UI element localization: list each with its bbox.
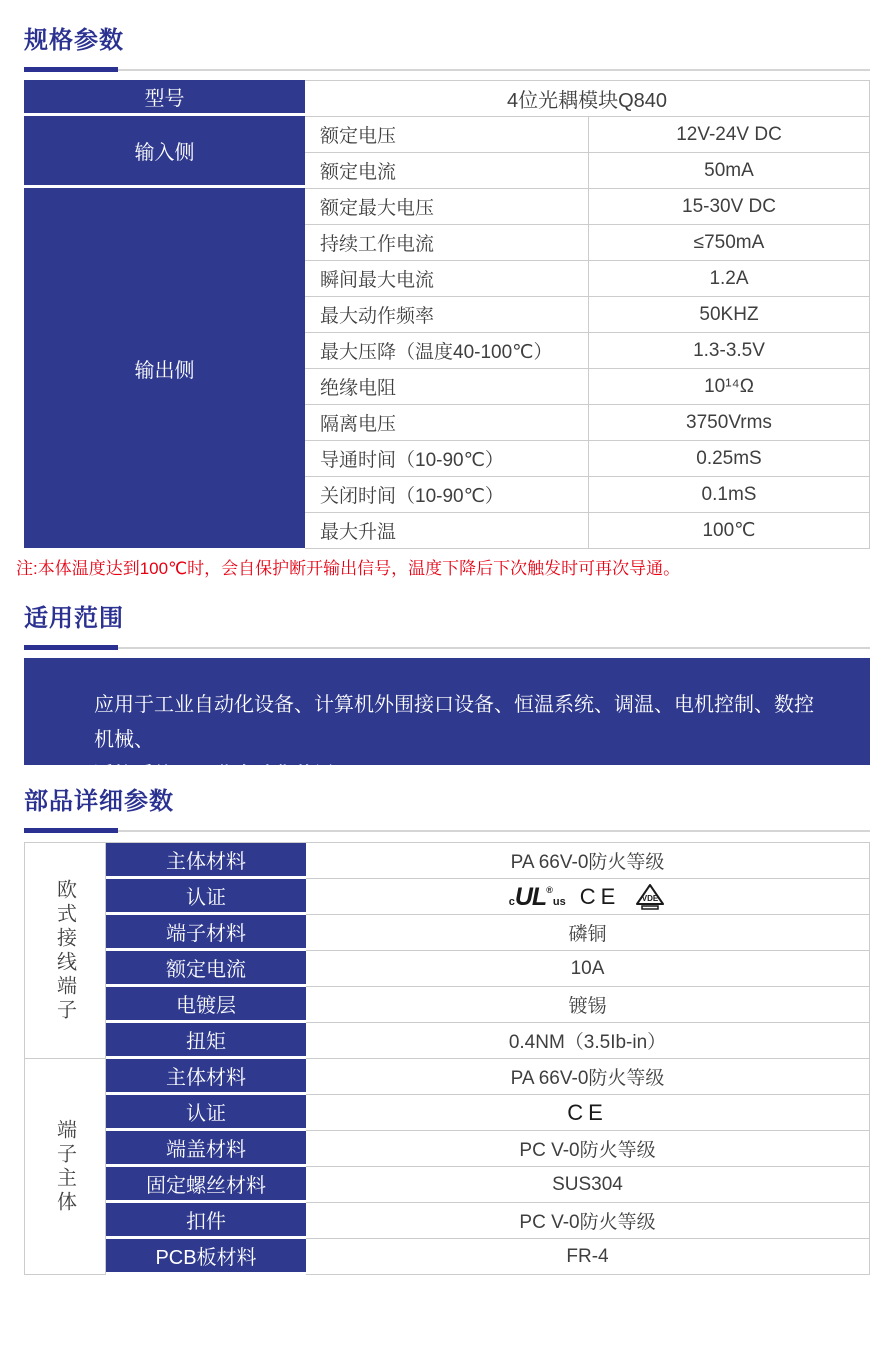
spec-row-value: 1.2A — [589, 261, 870, 296]
table-row — [305, 369, 870, 405]
table-row — [106, 987, 870, 1023]
ce-certification-icon: CE — [567, 1099, 608, 1125]
parts-row-value: FR-4 — [306, 1239, 870, 1275]
product-spec-page — [0, 28, 891, 1354]
parts-title-underline — [24, 828, 870, 833]
spec-note: 注:本体温度达到100℃时，会自保护断开输出信号，温度下降后下次触发时可再次导通。 — [16, 559, 681, 578]
underline-gray-line — [24, 69, 870, 71]
table-row — [305, 441, 870, 477]
parts-row-label: 额定电流 — [106, 951, 306, 987]
parts-row-value: SUS304 — [306, 1167, 870, 1203]
model-value-cell: 4位光耦模块Q840 — [305, 81, 870, 117]
parts-row-value: PA 66V-0防火等级 — [306, 1059, 870, 1095]
ul-certification-icon — [508, 882, 566, 911]
table-row — [106, 1059, 870, 1095]
group-label-cell — [24, 843, 106, 1059]
parts-row-label: 扣件 — [106, 1203, 306, 1239]
spec-row-label: 瞬间最大电流 — [305, 261, 589, 296]
spec-row-label: 额定电流 — [305, 153, 589, 188]
spec-row-value: 3750Vrms — [589, 405, 870, 440]
spec-table-body — [305, 80, 870, 549]
spec-title-underline — [24, 67, 870, 72]
parts-row-label: 扭矩 — [106, 1023, 306, 1059]
spec-row-label: 关闭时间（10-90℃） — [305, 477, 589, 512]
scope-text-line2: 遥控系统、工业自动化装置。 — [94, 764, 354, 786]
parts-row-label: 端盖材料 — [106, 1131, 306, 1167]
spec-table-header-column — [24, 80, 305, 549]
parts-row-value: PC V-0防火等级 — [306, 1203, 870, 1239]
spec-row-label: 最大动作频率 — [305, 297, 589, 332]
table-row — [106, 843, 870, 879]
spec-row-value: 0.1mS — [589, 477, 870, 512]
spec-row-label: 额定电压 — [305, 117, 589, 152]
table-row — [106, 1239, 870, 1275]
underline-blue-segment — [24, 645, 118, 650]
parts-row-label: 认证 — [106, 1095, 306, 1131]
parts-row-label: 电镀层 — [106, 987, 306, 1023]
input-side-header-cell: 输入侧 — [24, 116, 305, 185]
spec-row-value: ≤750mA — [589, 225, 870, 260]
table-row — [106, 1023, 870, 1059]
parts-row-value: 0.4NM（3.5Ib-in） — [306, 1023, 870, 1059]
underline-blue-segment — [24, 67, 118, 72]
parts-row-label: 主体材料 — [106, 843, 306, 879]
underline-blue-segment — [24, 828, 118, 833]
parts-group-euro-terminal — [24, 843, 870, 1059]
scope-title-underline — [24, 645, 870, 650]
spec-row-value: 12V-24V DC — [589, 117, 870, 152]
spec-row-label: 绝缘电阻 — [305, 369, 589, 404]
parts-row-value: 10A — [306, 951, 870, 987]
spec-section-title: 规格参数 — [24, 27, 124, 54]
table-row — [305, 513, 870, 549]
spec-row-value: 100℃ — [589, 513, 870, 548]
table-row — [305, 189, 870, 225]
spec-row-label: 隔离电压 — [305, 405, 589, 440]
parts-row-value: PC V-0防火等级 — [306, 1131, 870, 1167]
spec-row-label: 最大压降（温度40-100℃） — [305, 333, 589, 368]
parts-row-label: 主体材料 — [106, 1059, 306, 1095]
spec-row-label: 导通时间（10-90℃） — [305, 441, 589, 476]
parts-row-label: 固定螺丝材料 — [106, 1167, 306, 1203]
parts-row-value: PA 66V-0防火等级 — [306, 843, 870, 879]
parts-row-value: 磷铜 — [306, 915, 870, 951]
ul-letters: UL — [514, 882, 547, 911]
table-row — [106, 915, 870, 951]
table-row — [106, 1131, 870, 1167]
table-row — [305, 333, 870, 369]
ce-certification-icon: CE — [579, 883, 621, 909]
model-header-cell: 型号 — [24, 80, 305, 113]
spec-table — [24, 80, 870, 549]
spec-row-value: 50mA — [589, 153, 870, 188]
parts-table — [24, 842, 870, 1275]
svg-text:VDE: VDE — [642, 893, 659, 903]
table-row — [305, 405, 870, 441]
spec-row-label: 持续工作电流 — [305, 225, 589, 260]
parts-rows — [106, 843, 870, 1059]
parts-row-label: 端子材料 — [106, 915, 306, 951]
spec-row-label: 额定最大电压 — [305, 189, 589, 224]
table-row — [305, 477, 870, 513]
table-row — [106, 879, 870, 915]
ul-suffix: us — [552, 895, 566, 908]
output-side-header-cell: 输出侧 — [24, 188, 305, 548]
underline-gray-line — [24, 830, 870, 832]
spec-row-value: 15-30V DC — [589, 189, 870, 224]
underline-gray-line — [24, 647, 870, 649]
spec-row-value: 0.25mS — [589, 441, 870, 476]
parts-row-label: PCB板材料 — [106, 1239, 306, 1275]
table-row — [305, 153, 870, 189]
parts-rows — [106, 1059, 870, 1275]
scope-text-line1: 应用于工业自动化设备、计算机外围接口设备、恒温系统、调温、电机控制、数控机械、 — [94, 694, 814, 751]
spec-row-value: 10¹⁴Ω — [589, 369, 870, 404]
spec-row-label: 最大升温 — [305, 513, 589, 548]
ul-registered-mark: ® — [546, 884, 553, 895]
table-row — [305, 261, 870, 297]
scope-section-title: 适用范围 — [24, 605, 124, 632]
table-row — [106, 951, 870, 987]
parts-section-title: 部品详细参数 — [24, 788, 174, 815]
spec-row-value: 1.3-3.5V — [589, 333, 870, 368]
parts-row-value: 镀锡 — [306, 987, 870, 1023]
table-row — [106, 1167, 870, 1203]
group-label-vertical: 欧式接线端子 — [53, 878, 76, 1023]
table-row — [106, 1203, 870, 1239]
spec-row-value: 50KHZ — [589, 297, 870, 332]
table-row — [106, 1095, 870, 1131]
vde-certification-icon — [634, 883, 666, 911]
group-label-vertical: 端子主体 — [53, 1118, 76, 1215]
ul-prefix: c — [508, 895, 515, 908]
group-label-cell — [24, 1059, 106, 1275]
scope-description-box — [24, 658, 870, 786]
parts-row-label: 认证 — [106, 879, 306, 915]
parts-group-terminal-body — [24, 1059, 870, 1275]
certification-icons-cell — [306, 1095, 870, 1131]
certification-icons-cell — [306, 879, 870, 915]
table-row — [305, 225, 870, 261]
table-row — [305, 297, 870, 333]
table-row — [305, 117, 870, 153]
